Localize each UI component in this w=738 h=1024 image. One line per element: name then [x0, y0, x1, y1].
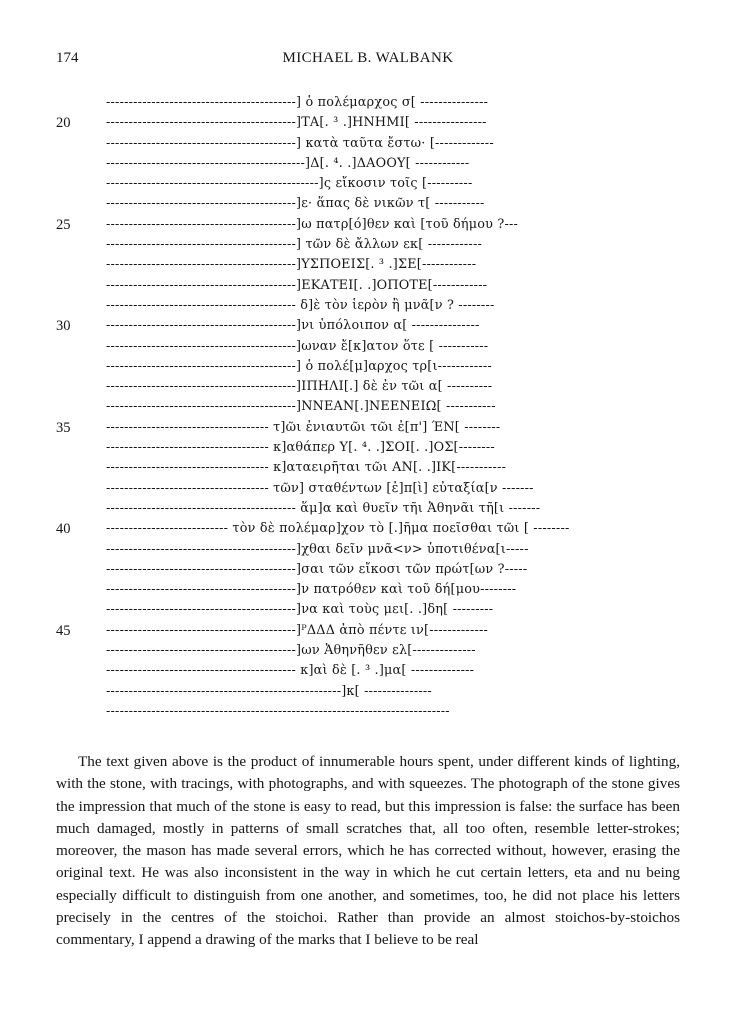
inscription-line-text: ------------------------------------------]ω πατρ[ό]θεν καὶ [τοῦ δήμου ?---	[106, 216, 519, 232]
inscription-line-text: ------------------------------------------] ὁ πολέ[μ]αρχος τρ[ι------------	[106, 358, 492, 374]
inscription-line	[56, 540, 686, 560]
inscription-line	[56, 560, 686, 580]
body-text	[56, 751, 680, 952]
inscription-line-text: --------------------------- τὸν δὲ πολέμαρ]χον τὸ [.]ῆμα ποεῖσθαι τῶι [ --------	[106, 521, 570, 537]
inscription-line-text: ------------------------------------ τ]ῶι ἐνιαυτῶι τῶι ἐ[π'] ΈΝ[ --------	[106, 419, 501, 435]
inscription-line	[56, 641, 686, 661]
inscription-line	[56, 215, 686, 235]
running-head: MICHAEL B. WALBANK	[282, 50, 454, 66]
inscription-line	[56, 377, 686, 397]
inscription-line-text: ------------------------------------------]ωναν ἔ[κ]ατον ὅτε [ -----------	[106, 338, 489, 354]
inscription-line	[56, 235, 686, 255]
inscription-line-text: ------------------------------------------] ὁ πολέμαρχος σ[ ---------------	[106, 95, 489, 110]
inscription-line-text: ------------------------------------------]ν πατρόθεν καὶ τοῦ δή[μου--------	[106, 582, 517, 598]
line-number: 35	[56, 419, 71, 436]
page-number: 174	[56, 50, 79, 66]
inscription-line-text: ------------------------------------ τῶν] σταθέντων [ἐ]π[ὶ] εὐταξία[ν -------	[106, 480, 534, 496]
inscription-line-text: ----------------------------------------------------------------------------	[106, 703, 450, 719]
inscription-text	[56, 93, 686, 722]
inscription-line	[56, 499, 686, 519]
inscription-line	[56, 702, 686, 722]
inscription-line-text: ------------------------------------------] κατὰ ταῦτα ἔστω· [-------------	[106, 135, 494, 151]
inscription-line	[56, 458, 686, 478]
inscription-line-text: ------------------------------------------]ᴾΔΔΔ ἀπὸ πέντε ιν[-------------	[106, 622, 489, 638]
inscription-line-text: ------------------------------------------ δ]ὲ τὸν ἱερὸν ἢ μνᾶ[ν ? --------	[106, 297, 495, 313]
inscription-line	[56, 600, 686, 620]
inscription-line	[56, 194, 686, 214]
line-number: 40	[56, 521, 71, 538]
inscription-line-text: ------------------------------------------]να καὶ τοὺς μει[. .]δη[ ---------	[106, 602, 494, 618]
inscription-line-text: ------------------------------------------]ΥΣΠΟΕΙΣ[. ³ .]ΣΕ[------------	[106, 257, 477, 273]
inscription-line-text: ------------------------------------------ ἅμ]α καὶ θυεῖν τῆι Ἀθηνᾶι τῆ[ι -------	[106, 500, 541, 516]
inscription-line	[56, 519, 686, 539]
body-paragraph: The text given above is the product of innumerable hours spent, under different kinds of lighting, with the stone, with tracings, with photographs, and with squeezes. The photograph of the stone gives the impression that much of the stone is easy to read, but this impression is false: the surface has been much damaged, mostly in patterns of small scratches that, all too often, resemble letter-strokes; moreover, the mason has made several errors, which he has corrected without, however, erasing the original text. He was also inconsistent in the way in which he cut certain letters, eta and nu being especially difficult to distinguish from one another, and sometimes, too, he did not place his letters precisely in the centres of the stoichoi. Rather than provide an almost stoichos-by-stoichos commentary, I append a drawing of the marks that I believe to be real	[56, 753, 680, 949]
inscription-line	[56, 174, 686, 194]
inscription-line-text: ------------------------------------------]ΙΠΗΛΙ[.] δὲ ἐν τῶι α[ ----------	[106, 379, 493, 395]
line-number: 25	[56, 216, 71, 233]
inscription-line	[56, 154, 686, 174]
line-number: 20	[56, 115, 71, 132]
inscription-line-text: ----------------------------------------------------]κ[ ---------------	[106, 683, 432, 699]
inscription-line-text: ------------------------------------------]ε· ἅπας δὲ νικῶν τ[ -----------	[106, 196, 485, 212]
inscription-line-text: ------------------------------------------]νι ὑπόλοιπον α[ ---------------	[106, 318, 480, 334]
inscription-line	[56, 337, 686, 357]
inscription-line-text: ------------------------------------------]ΕΚΑΤΕΙ[. .]ΟΠΟΤΕ[------------	[106, 277, 488, 293]
inscription-line	[56, 357, 686, 377]
inscription-line	[56, 296, 686, 316]
inscription-line-text: ------------------------------------------]ΝΝΕΑΝ[.]ΝΕΕΝΕΙΩ[ -----------	[106, 399, 496, 415]
inscription-line-text: ------------------------------------------]σαι τῶν εἴκοσι τῶν πρώτ[ων ?-----	[106, 561, 528, 577]
inscription-line	[56, 316, 686, 336]
inscription-line	[56, 661, 686, 681]
inscription-line	[56, 113, 686, 133]
inscription-line-text: ------------------------------------------ κ]αὶ δὲ [. ³ .]μα[ --------------	[106, 663, 475, 679]
line-number: 30	[56, 318, 71, 335]
inscription-line	[56, 418, 686, 438]
page-header	[56, 50, 680, 72]
inscription-line	[56, 397, 686, 417]
line-number: 45	[56, 622, 71, 639]
inscription-line-text: ------------------------------------------]ων Ἀθηνῆθεν ελ[--------------	[106, 643, 476, 659]
inscription-line-text: ------------------------------------------] τῶν δὲ ἄλλων εκ[ ------------	[106, 237, 482, 253]
inscription-line	[56, 479, 686, 499]
inscription-line-text: ------------------------------------------]ΤΑ[. ³ .]ΗΝΗΜΙ[ ----------------	[106, 115, 487, 131]
inscription-line	[56, 276, 686, 296]
inscription-line-text: -----------------------------------------------]ς εἴκοσιν τοῖς [----------	[106, 176, 473, 192]
inscription-line-text: ------------------------------------------]χθαι δεῖν μνᾶ<ν> ὑποτιθένα[ι-----	[106, 541, 529, 557]
inscription-line	[56, 93, 686, 113]
inscription-line-text: ------------------------------------ κ]αταειρῆται τῶι ΑΝ[. .]ΙΚ[-----------	[106, 460, 507, 476]
inscription-line	[56, 438, 686, 458]
inscription-line	[56, 580, 686, 600]
inscription-line	[56, 682, 686, 702]
inscription-line	[56, 255, 686, 275]
inscription-line	[56, 621, 686, 641]
inscription-line-text: ------------------------------------ κ]αθάπερ Υ[. ⁴. .]ΣΟΙ[. .]ΟΣ[--------	[106, 440, 495, 456]
inscription-line	[56, 134, 686, 154]
inscription-line-text: --------------------------------------------]Δ[. ⁴. .]ΔΑΟΟΥ[ ------------	[106, 155, 470, 171]
